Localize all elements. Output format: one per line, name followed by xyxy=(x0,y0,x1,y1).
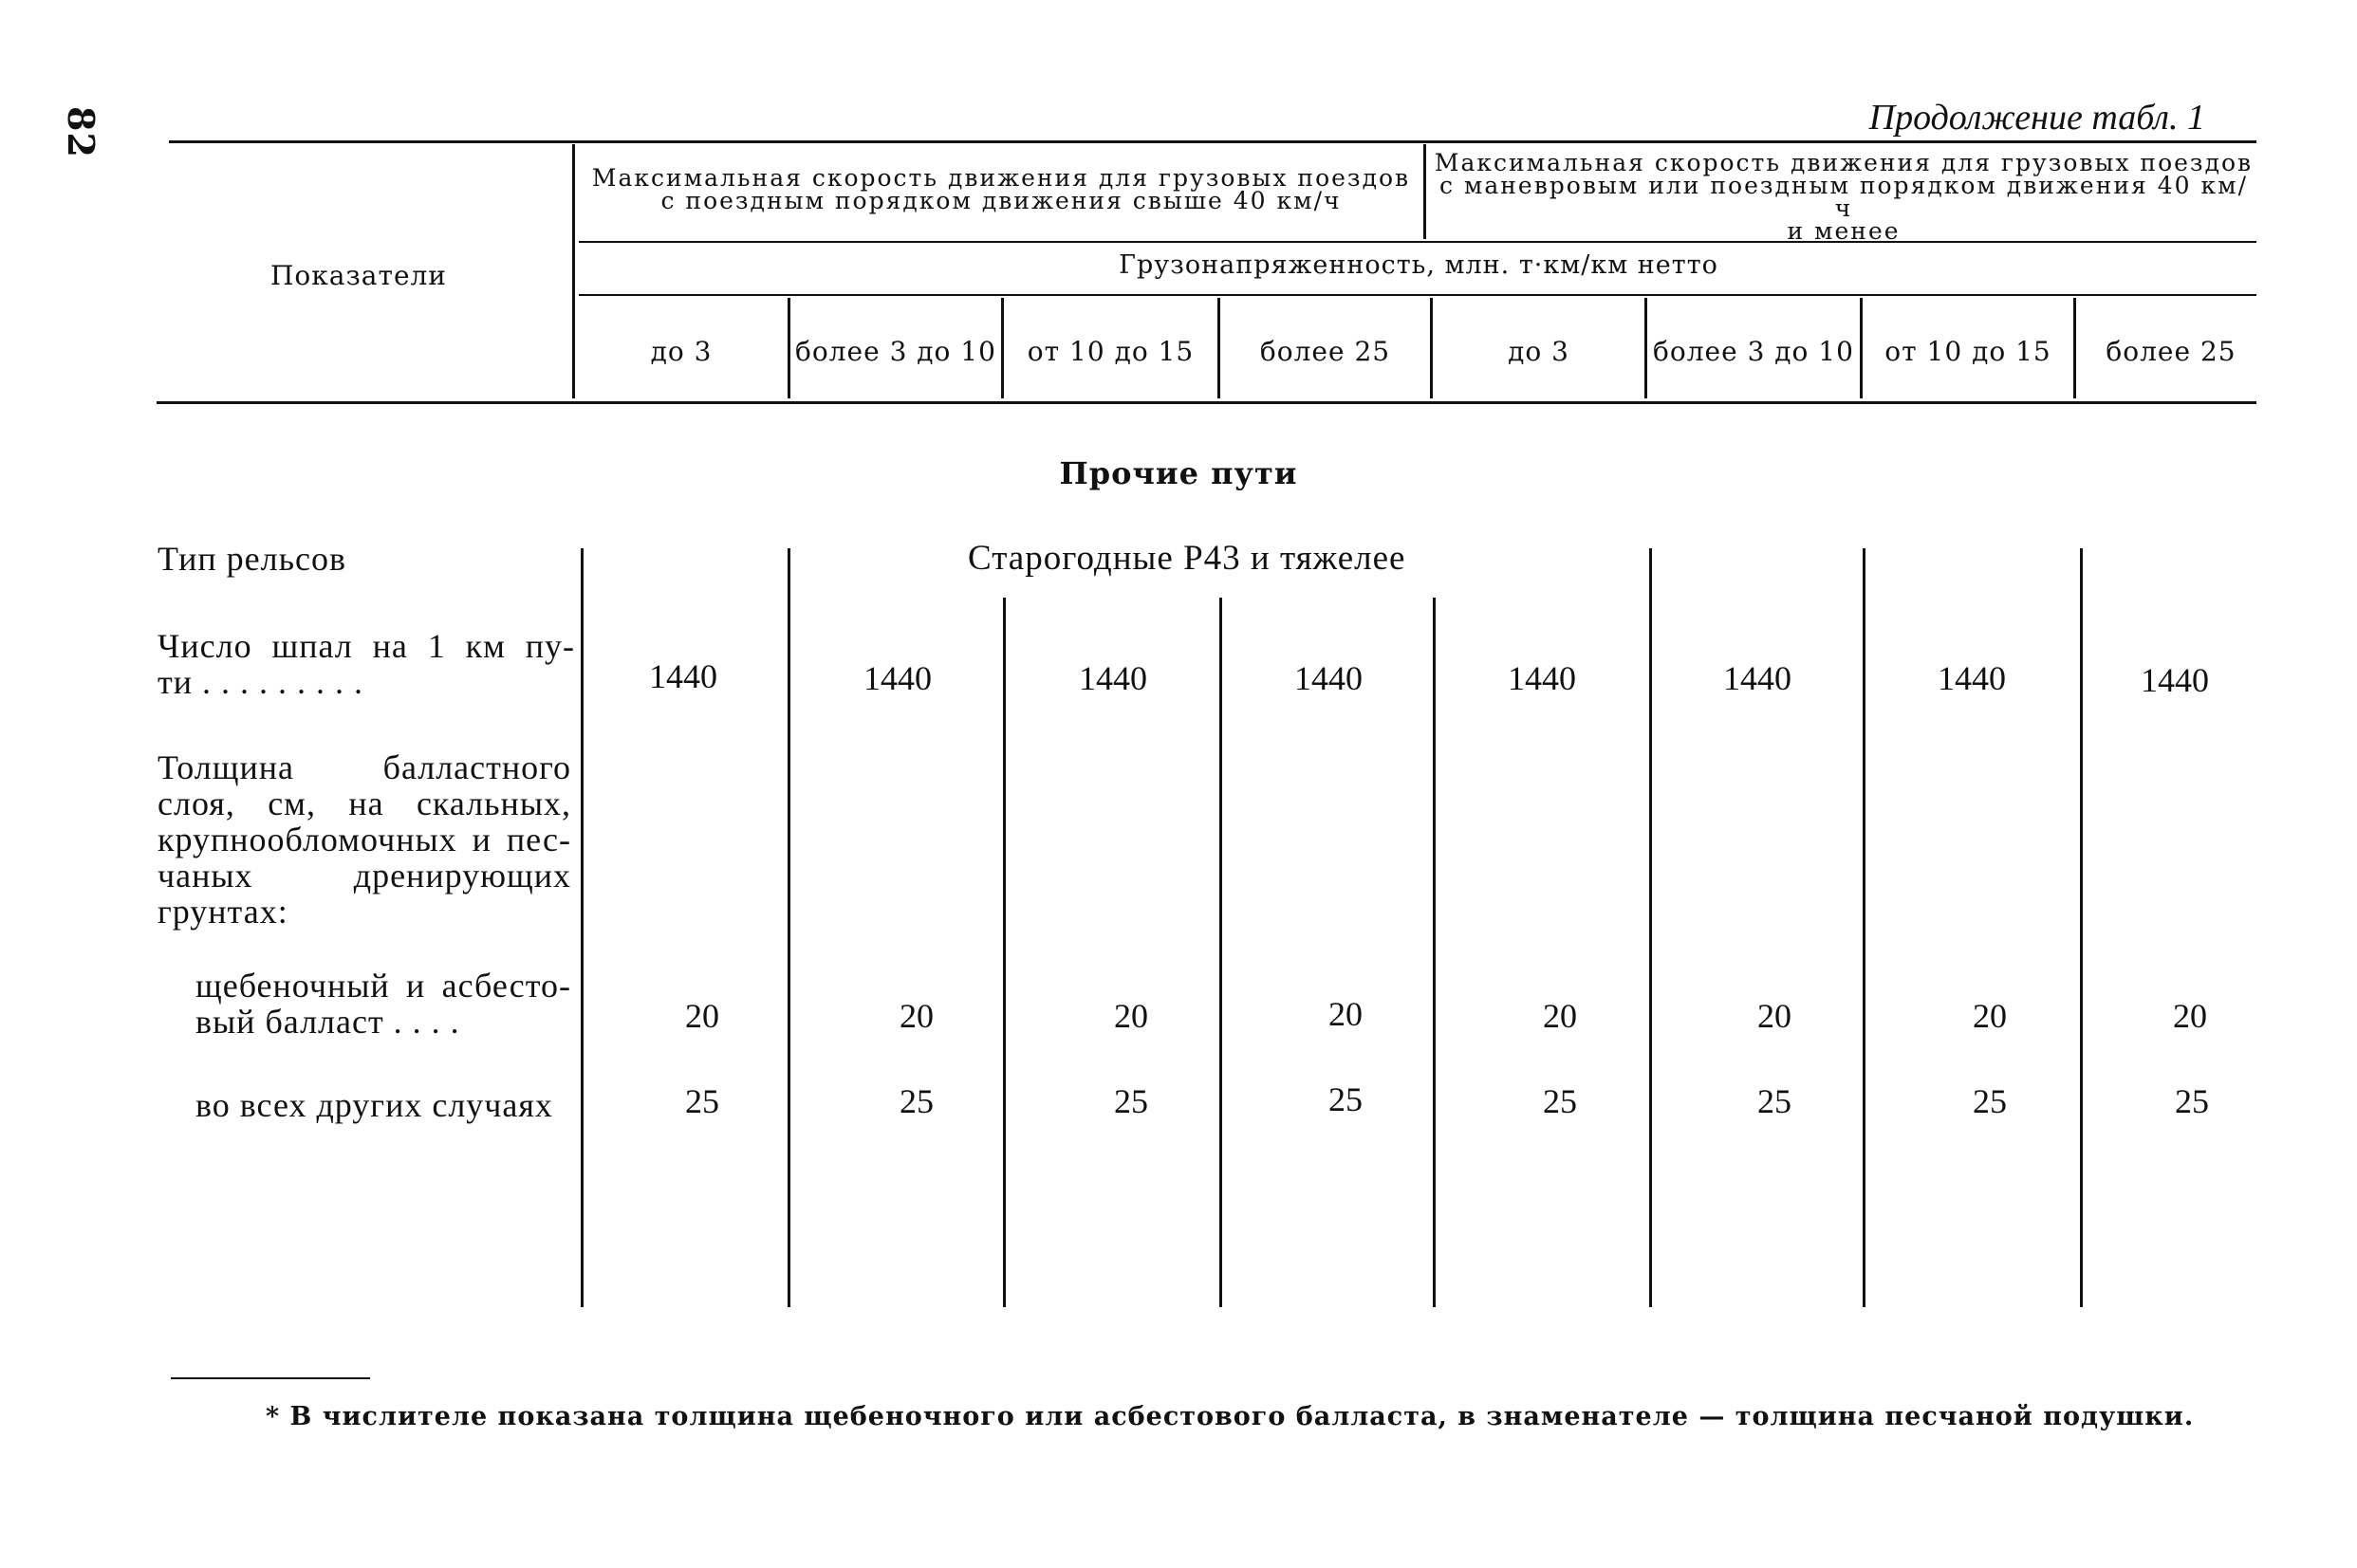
header-vline-group xyxy=(1423,144,1426,239)
continued-label: Продолжение табл. 1 xyxy=(1868,98,2205,138)
other-value-1: 25 xyxy=(685,1082,719,1120)
sleepers-value-5: 1440 xyxy=(1508,659,1576,697)
col-header-2: более 3 до 10 xyxy=(795,336,996,367)
col-header-8: более 25 xyxy=(2106,336,2236,367)
sleepers-label-line2: ти . . . . . . . . . xyxy=(158,663,363,701)
col-header-5: до 3 xyxy=(1508,336,1569,367)
group2-header xyxy=(1431,149,2256,245)
body-vline-2 xyxy=(1003,598,1006,1307)
ballast-label-line1: Толщина балластного xyxy=(158,748,571,786)
page-number: 82 xyxy=(60,106,102,158)
body-vline-4 xyxy=(1433,598,1436,1307)
sleepers-value-4: 1440 xyxy=(1294,659,1363,697)
col-header-3: от 10 до 15 xyxy=(1027,336,1195,367)
other-value-6: 25 xyxy=(1757,1082,1791,1120)
ballast-label-line3: крупнообломочных и пес- xyxy=(158,821,571,858)
freight-density-header: Грузонапряженность, млн. т·км/км нетто xyxy=(1119,250,1718,280)
other-value-4: 25 xyxy=(1328,1080,1363,1118)
crushed-value-8: 20 xyxy=(2173,997,2207,1035)
crushed-label xyxy=(195,968,571,1040)
other-value-8: 25 xyxy=(2175,1082,2209,1120)
group2-line3: и менее xyxy=(1787,217,1901,245)
crushed-value-4: 20 xyxy=(1328,995,1363,1033)
sleepers-value-2: 1440 xyxy=(863,659,932,697)
body-vline-0 xyxy=(581,548,584,1307)
other-value-7: 25 xyxy=(1973,1082,2007,1120)
ballast-label xyxy=(158,749,571,930)
group2-line2: с маневровым или поездным порядком движения 40 км/ч xyxy=(1438,172,2249,222)
footnote: * В числителе показана толщина щебеночного или асбестового балласта, в знаменателе — толщина песчаной подушки. xyxy=(266,1402,2195,1431)
col-header-6: более 3 до 10 xyxy=(1653,336,1854,367)
other-value-5: 25 xyxy=(1543,1082,1577,1120)
ballast-label-line5: грунтах: xyxy=(158,893,288,931)
crushed-value-7: 20 xyxy=(1973,997,2007,1035)
body-vline-3 xyxy=(1219,598,1222,1307)
section-title: Прочие пути xyxy=(1059,455,1298,491)
group1-line1: Максимальная скорость движения для грузовых поездов xyxy=(591,164,1411,192)
ballast-label-line2: слоя, см, на скальных, xyxy=(158,784,571,822)
ballast-label-line4: чаных дренирующих xyxy=(158,857,571,895)
group1-header xyxy=(581,164,1421,214)
other-value-2: 25 xyxy=(900,1082,934,1120)
crushed-value-3: 20 xyxy=(1114,997,1148,1035)
sleepers-value-1: 1440 xyxy=(649,657,717,695)
header-bottom-rule xyxy=(157,401,2256,404)
sleepers-value-7: 1440 xyxy=(1938,659,2006,697)
sleepers-label-line1: Число шпал на 1 км пу- xyxy=(158,627,575,665)
sleepers-value-3: 1440 xyxy=(1079,659,1147,697)
body-vline-6 xyxy=(1863,548,1865,1307)
col-header-7: от 10 до 15 xyxy=(1884,336,2051,367)
other-cases-label: во всех других случаях xyxy=(195,1086,553,1124)
crushed-value-1: 20 xyxy=(685,997,719,1035)
body-vline-1 xyxy=(788,548,790,1307)
crushed-label-line2: вый балласт . . . . xyxy=(195,1003,460,1041)
sleepers-value-8: 1440 xyxy=(2141,661,2209,699)
crushed-value-6: 20 xyxy=(1757,997,1791,1035)
group2-line1: Максимальная скорость движения для грузовых поездов xyxy=(1434,149,2254,176)
other-value-3: 25 xyxy=(1114,1082,1148,1120)
crushed-label-line1: щебеночный и асбесто- xyxy=(195,967,571,1005)
footnote-rule xyxy=(171,1377,370,1379)
sleepers-value-6: 1440 xyxy=(1723,659,1791,697)
sleepers-label xyxy=(158,628,575,700)
indicators-header: Показатели xyxy=(270,260,447,291)
col-header-4: более 25 xyxy=(1259,336,1391,367)
crushed-value-5: 20 xyxy=(1543,997,1577,1035)
body-vline-5 xyxy=(1649,548,1652,1307)
crushed-value-2: 20 xyxy=(900,997,934,1035)
rail-type-value: Старогодные Р43 и тяжелее xyxy=(968,539,1406,578)
col-header-1: до 3 xyxy=(650,336,713,367)
group1-line2: с поездным порядком движения свыше 40 км/ч xyxy=(660,187,1342,214)
rail-type-label: Тип рельсов xyxy=(158,540,346,578)
density-divider-rule xyxy=(579,294,2256,296)
header-top-rule xyxy=(169,140,2256,143)
